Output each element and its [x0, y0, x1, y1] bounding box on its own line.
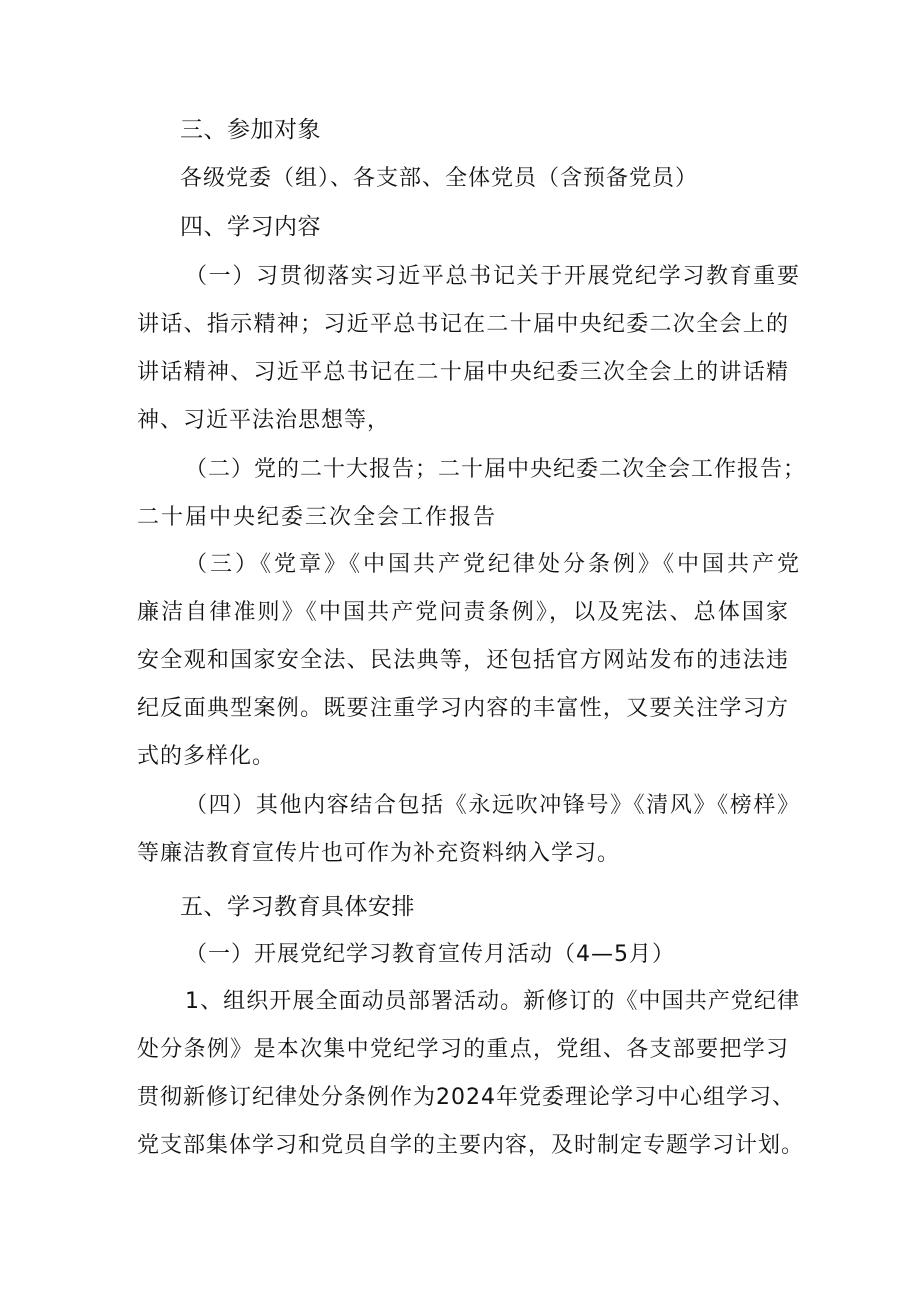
paragraph-line: 讲话、指示精神；习近平总书记在二十届中央纪委二次全会上的: [137, 312, 789, 337]
paragraph-line: 等廉洁教育宣传片也可作为补充资料纳入学习。: [137, 841, 621, 866]
paragraph-line: 各级党委（组）、各支部、全体党员（含预备党员）: [180, 166, 699, 191]
paragraph-line: 安全观和国家安全法、民法典等，还包括官方网站发布的违法违: [137, 648, 789, 673]
paragraph-line: 式的多样化。: [137, 744, 276, 769]
paragraph-line: 讲话精神、习近平总书记在二十届中央纪委三次全会上的讲话精: [137, 360, 789, 385]
section-heading-arrangement: 五、学习教育具体安排: [180, 894, 415, 920]
paragraph-line: （二）党的二十大报告；二十届中央纪委二次全会工作报告；: [185, 457, 807, 482]
paragraph-line: 贯彻新修订纪律处分条例作为2024年党委理论学习中心组学习、: [137, 1085, 795, 1110]
paragraph-line: 处分条例》是本次集中党纪学习的重点，党组、各支部要把学习: [137, 1037, 789, 1062]
paragraph-line: （一）习贯彻落实习近平总书记关于开展党纪学习教育重要: [185, 264, 800, 289]
section-heading-participants: 三、参加对象: [180, 117, 321, 143]
paragraph-line: 1、组织开展全面动员部署活动。新修订的《中国共产党纪律: [185, 989, 800, 1014]
paragraph-line: 廉洁自律准则》《中国共产党问责条例》，以及宪法、总体国家: [137, 600, 789, 625]
section-heading-study-content: 四、学习内容: [180, 214, 321, 240]
paragraph-line: 神、习近平法治思想等，: [137, 408, 391, 433]
subsection-heading: （一）开展党纪学习教育宣传月活动（4—5月）: [185, 942, 675, 967]
paragraph-line: （四）其他内容结合包括《永远吹冲锋号》《清风》《榜样》: [185, 793, 800, 818]
paragraph-line: （三）《党章》《中国共产党纪律处分条例》《中国共产党: [185, 552, 800, 577]
paragraph-line: 二十届中央纪委三次全会工作报告: [137, 505, 498, 530]
paragraph-line: 党支部集体学习和党员自学的主要内容，及时制定专题学习计划。: [137, 1133, 805, 1158]
paragraph-line: 纪反面典型案例。既要注重学习内容的丰富性，又要关注学习方: [137, 696, 789, 721]
